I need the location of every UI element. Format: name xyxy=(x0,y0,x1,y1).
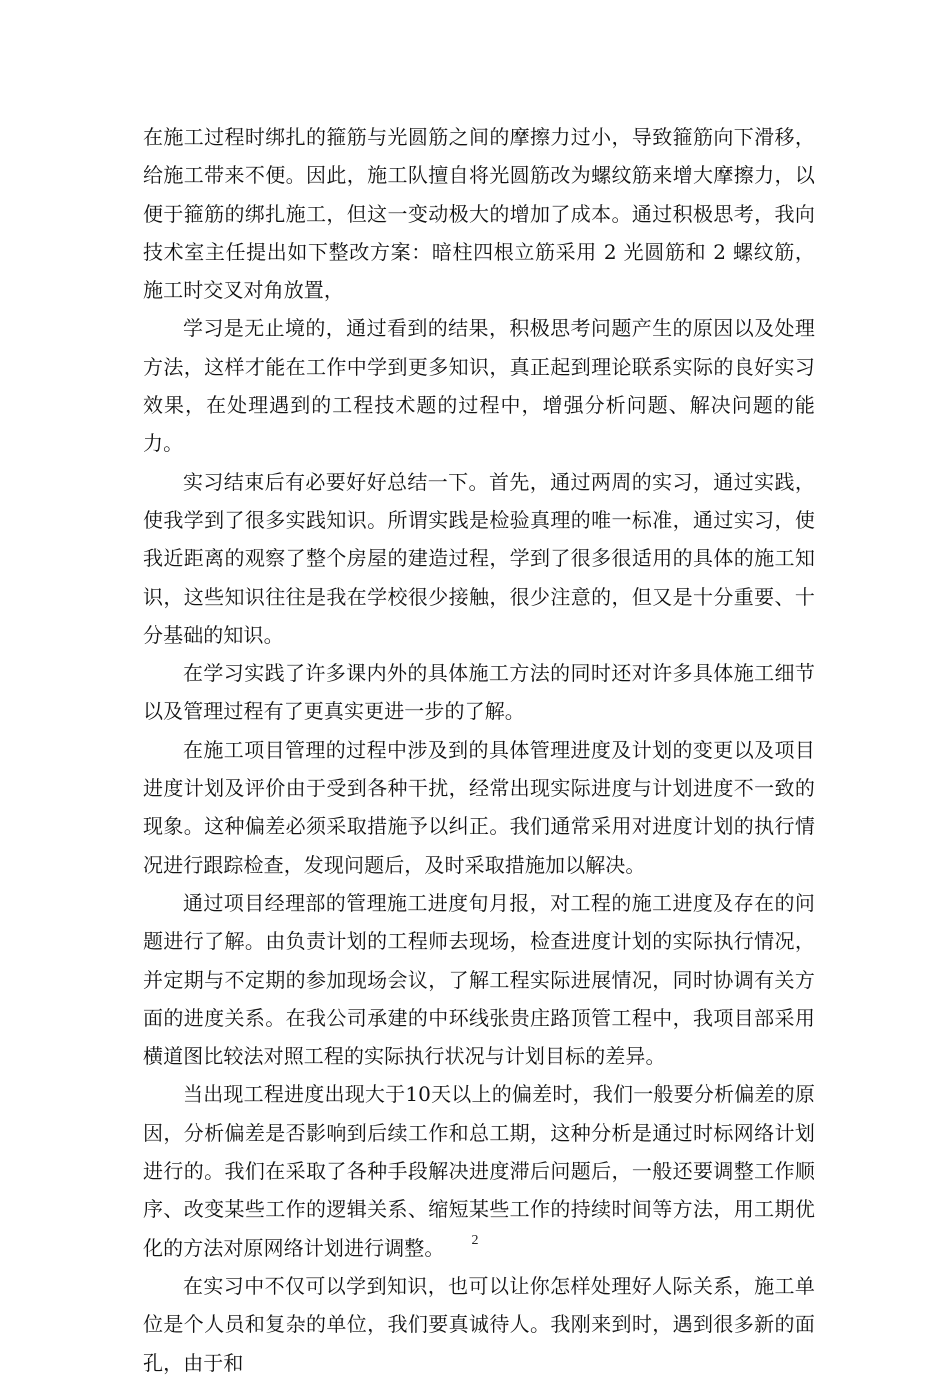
paragraph: 在实习中不仅可以学到知识，也可以让你怎样处理好人际关系，施工单位是个人员和复杂的单位，我们要真诚待人。我刚来到时，遇到很多新的面孔，由于和 xyxy=(143,1273,815,1375)
paragraph: 在学习实践了许多课内外的具体施工方法的同时还对许多具体施工细节以及管理过程有了更真实更进一步的了解。 xyxy=(143,661,815,724)
paragraph: 学习是无止境的，通过看到的结果，积极思考问题产生的原因以及处理方法，这样才能在工作中学到更多知识，真正起到理论联系实际的良好实习效果，在处理遇到的工程技术题的过程中，增强分析问题、解决问题的能力。 xyxy=(143,316,815,456)
paragraph: 实习结束后有必要好好总结一下。首先，通过两周的实习，通过实践，使我学到了很多实践知识。所谓实践是检验真理的唯一标准，通过实习，使我近距离的观察了整个房屋的建造过程，学到了很多很适用的具体的施工知识，这些知识往往是我在学校很少接触，很少注意的，但又是十分重要、十分基础的知识。 xyxy=(143,469,815,647)
paragraph: 当出现工程进度出现大于10天以上的偏差时，我们一般要分析偏差的原因，分析偏差是否影响到后续工作和总工期，这种分析是通过时标网络计划进行的。我们在采取了各种手段解决进度滞后问题后，一般还要调整工作顺序、改变某些工作的逻辑关系、缩短某些工作的持续时间等方法，用工期优化的方法对原网络计划进行调整。 xyxy=(143,1082,815,1260)
paragraph: 通过项目经理部的管理施工进度旬月报，对工程的施工进度及存在的问题进行了解。由负责计划的工程师去现场，检查进度计划的实际执行情况，并定期与不定期的参加现场会议，了解工程实际进展情况，同时协调有关方面的进度关系。在我公司承建的中环线张贵庄路顶管工程中，我项目部采用横道图比较法对照工程的实际执行状况与计划目标的差异。 xyxy=(143,890,815,1069)
paragraph: 在施工过程时绑扎的箍筋与光圆筋之间的摩擦力过小，导致箍筋向下滑移，给施工带来不便。因此，施工队擅自将光圆筋改为螺纹筋来增大摩擦力，以便于箍筋的绑扎施工，但这一变动极大的增加了成本。通过积极思考，我向技术室主任提出如下整改方案：暗柱四根立筋采用 2 光圆筋和 2 螺纹筋，施工时交叉对角放置， xyxy=(143,125,815,303)
page-number: 2 xyxy=(471,1233,479,1248)
document-body xyxy=(143,118,815,1382)
paragraph: 在施工项目管理的过程中涉及到的具体管理进度及计划的变更以及项目进度计划及评价由于受到各种干扰，经常出现实际进度与计划进度不一致的现象。这种偏差必须采取措施予以纠正。我们通常采用对进度计划的执行情况进行跟踪检查，发现问题后，及时采取措施加以解决。 xyxy=(143,737,815,877)
